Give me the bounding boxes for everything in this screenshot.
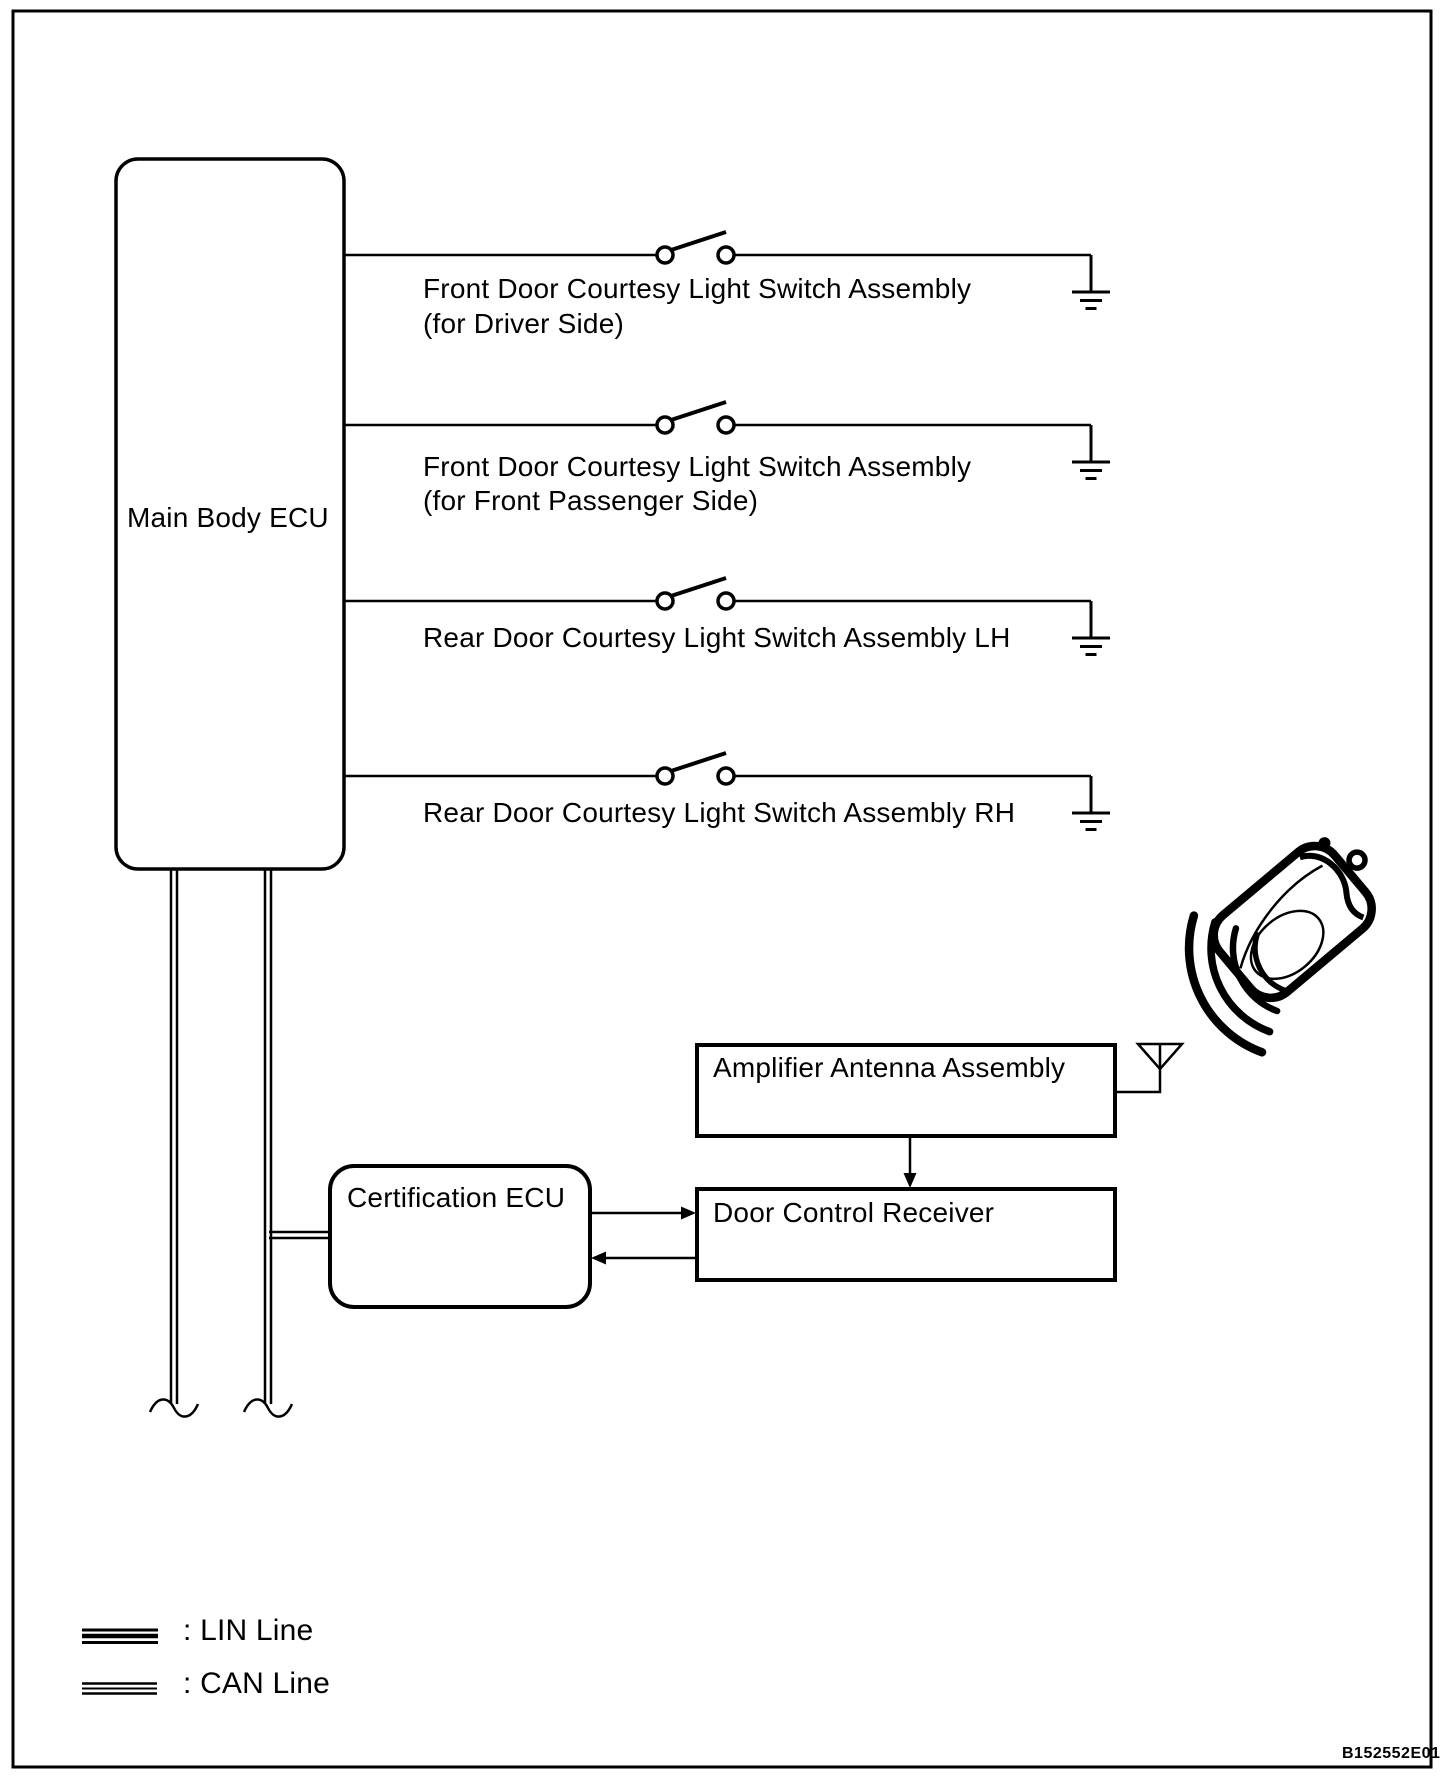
courtesy-switch-icon xyxy=(657,402,734,433)
line-break-icon xyxy=(150,1399,198,1416)
line-break-icon xyxy=(244,1399,292,1416)
amplifier-antenna-assembly-label: Amplifier Antenna Assembly xyxy=(713,1052,1066,1083)
bus-line-left xyxy=(150,869,198,1417)
switch-row-1-label-line2: (for Driver Side) xyxy=(423,308,624,339)
lin-line-symbol xyxy=(82,1630,158,1643)
certification-ecu-label: Certification ECU xyxy=(347,1182,566,1213)
ground-icon xyxy=(1072,255,1110,309)
legend-lin-label: : LIN Line xyxy=(183,1614,314,1647)
antenna-icon xyxy=(1113,1044,1182,1092)
arrow-down-icon xyxy=(904,1136,917,1188)
key-fob-icon xyxy=(1203,821,1399,1008)
arrow-right-icon xyxy=(590,1207,696,1220)
courtesy-switch-icon xyxy=(657,232,734,263)
switch-row-2-label-line1: Front Door Courtesy Light Switch Assembly xyxy=(423,451,972,482)
switch-row-1-label-line1: Front Door Courtesy Light Switch Assembly xyxy=(423,273,972,304)
ground-icon xyxy=(1072,601,1110,655)
ground-icon xyxy=(1072,425,1110,479)
switch-row-2-label-line2: (for Front Passenger Side) xyxy=(423,485,759,516)
figure-code: B152552E01 xyxy=(1342,1745,1441,1762)
switch-row-4-label: Rear Door Courtesy Light Switch Assembly RH xyxy=(423,797,1016,828)
courtesy-switch-icon xyxy=(657,753,734,784)
legend-can-label: : CAN Line xyxy=(183,1667,331,1700)
courtesy-switch-icon xyxy=(657,578,734,609)
bus-branch-to-certification-ecu xyxy=(269,1232,332,1238)
arrow-left-icon xyxy=(591,1252,697,1265)
bus-line-right xyxy=(244,869,292,1417)
switch-row-3-label: Rear Door Courtesy Light Switch Assembly LH xyxy=(423,622,1011,653)
can-line-symbol xyxy=(82,1684,157,1694)
ground-icon xyxy=(1072,776,1110,830)
main-body-ecu-label: Main Body ECU xyxy=(127,502,329,533)
door-control-receiver-label: Door Control Receiver xyxy=(713,1197,995,1228)
